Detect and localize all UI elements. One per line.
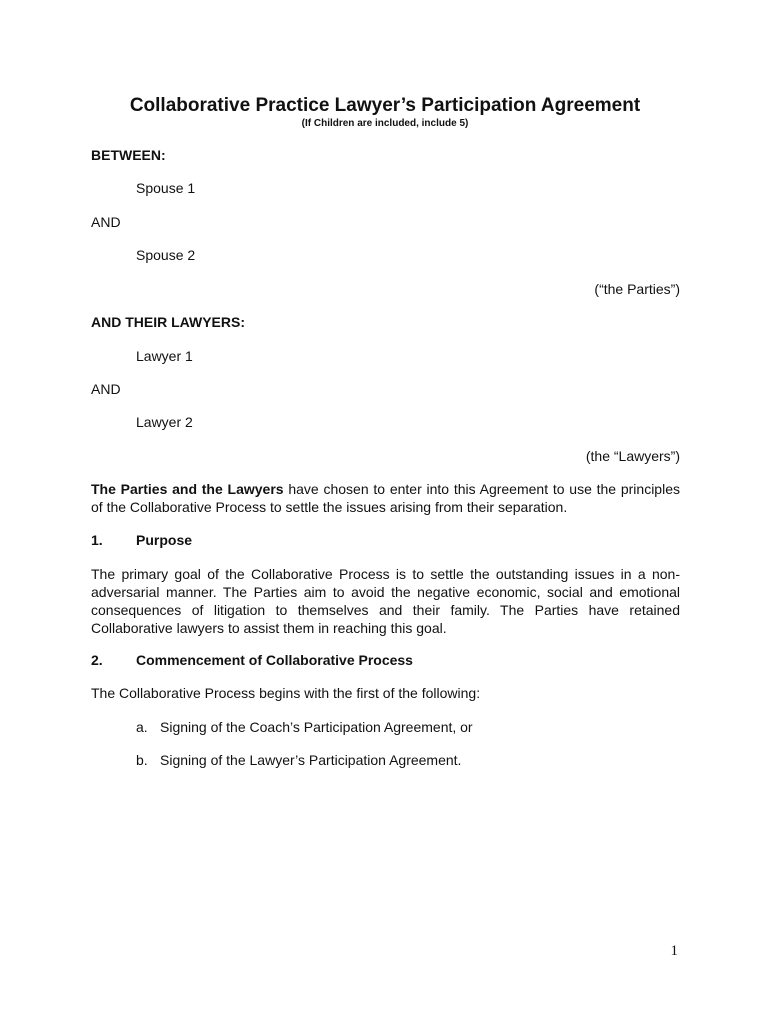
intro-text: have chosen to enter into this Agreement to use the principles of the Collaborative Process to settle the issues arising from their separation. bbox=[91, 481, 680, 515]
between-label: BETWEEN: bbox=[91, 147, 166, 163]
section-2-number: 2. bbox=[91, 652, 103, 668]
list-item-a-text: Signing of the Coach’s Participation Agreement, or bbox=[160, 719, 473, 735]
lawyer-1: Lawyer 1 bbox=[136, 348, 193, 364]
list-item-b-marker: b. bbox=[136, 752, 148, 768]
section-2-body: The Collaborative Process begins with the first of the following: bbox=[91, 685, 481, 701]
spouse-2: Spouse 2 bbox=[136, 247, 196, 263]
page-number: 1 bbox=[670, 943, 678, 959]
document-title: Collaborative Practice Lawyer’s Participation Agreement bbox=[129, 95, 641, 116]
spouse-1: Spouse 1 bbox=[136, 180, 196, 196]
intro-paragraph bbox=[91, 480, 680, 516]
lawyer-2: Lawyer 2 bbox=[136, 414, 193, 430]
list-item-a-marker: a. bbox=[136, 719, 148, 735]
section-2-heading: Commencement of Collaborative Process bbox=[136, 652, 413, 668]
section-1-number: 1. bbox=[91, 532, 103, 548]
section-1-body: The primary goal of the Collaborative Process is to settle the outstanding issues in a non-adversarial manner. The Parties aim to avoid the negative economic, social and emotional consequences of litigation to themselves and their family. The Parties have retained Collaborative lawyers to assist them in reaching this goal. bbox=[91, 566, 680, 636]
and-connector-1: AND bbox=[91, 214, 121, 230]
lawyers-definition: (the “Lawyers”) bbox=[585, 448, 680, 464]
their-lawyers-label: AND THEIR LAWYERS: bbox=[91, 314, 245, 330]
parties-definition: (“the Parties”) bbox=[594, 281, 680, 297]
document-subtitle: (If Children are included, include 5) bbox=[301, 118, 469, 129]
section-1-heading: Purpose bbox=[136, 532, 193, 548]
intro-bold-text: The Parties and the Lawyers bbox=[91, 481, 284, 497]
list-item-b-text: Signing of the Lawyer’s Participation Agreement. bbox=[160, 752, 462, 768]
and-connector-2: AND bbox=[91, 381, 121, 397]
